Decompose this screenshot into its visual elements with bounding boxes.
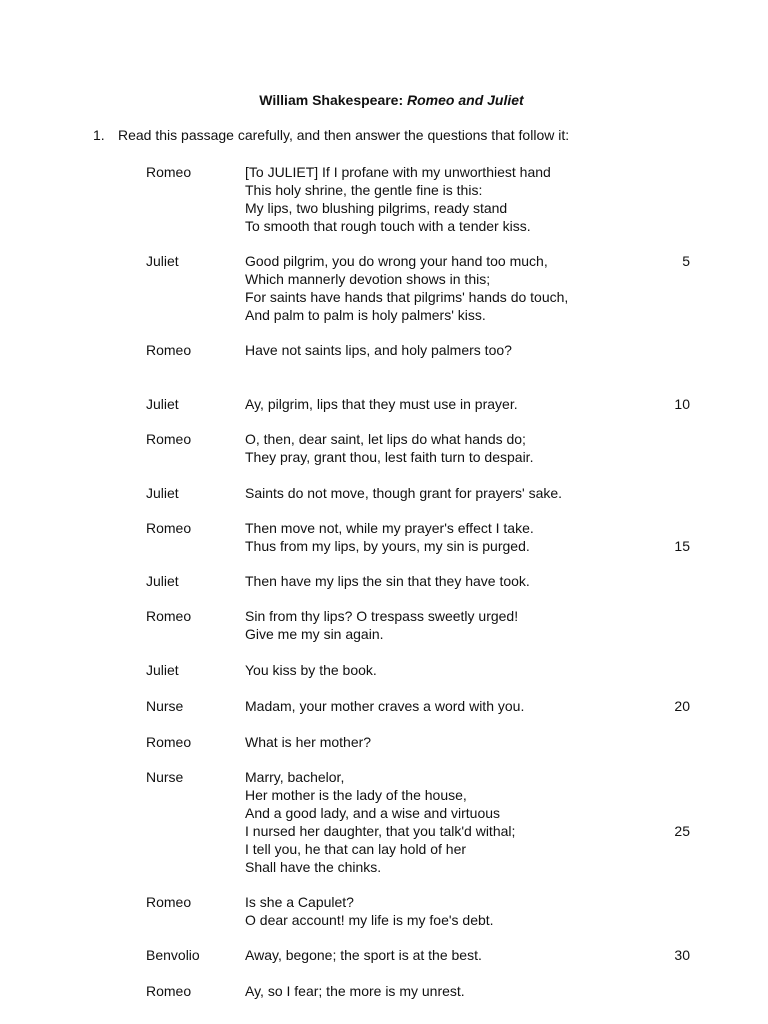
verse-line: My lips, two blushing pilgrims, ready stand — [245, 200, 508, 216]
verse-line: Which mannerly devotion shows in this; — [245, 271, 491, 287]
speaker-name: Romeo — [146, 983, 192, 999]
speaker-name: Romeo — [146, 734, 192, 750]
verse-line: Ay, pilgrim, lips that they must use in prayer. — [245, 396, 518, 412]
verse-line: For saints have hands that pilgrims' hands do touch, — [245, 289, 569, 305]
speech-lines — [245, 252, 568, 324]
speech-lines — [245, 661, 377, 679]
verse-line: This holy shrine, the gentle fine is this: — [245, 182, 483, 198]
verse-line: Away, begone; the sport is at the best. — [245, 947, 482, 963]
speaker-name: Romeo — [146, 431, 192, 447]
verse-line: [To JULIET] If I profane with my unworthiest hand — [245, 164, 551, 180]
speaker-name: Juliet — [146, 396, 179, 412]
verse-line: Her mother is the lady of the house, — [245, 787, 467, 803]
verse-line: And palm to palm is holy palmers' kiss. — [245, 307, 486, 323]
verse-line: O, then, dear saint, let lips do what hands do; — [245, 431, 526, 447]
question-text: Read this passage carefully, and then answer the questions that follow it: — [118, 127, 570, 143]
verse-line: Then have my lips the sin that they have took. — [245, 573, 530, 589]
line-number: 25 — [674, 823, 690, 839]
speaker-name: Juliet — [146, 485, 179, 501]
speech-lines — [245, 430, 533, 466]
verse-line: Madam, your mother craves a word with you. — [245, 698, 525, 714]
title-author: William Shakespeare: — [259, 92, 404, 108]
speech-lines — [245, 768, 515, 876]
verse-line: O dear account! my life is my foe's debt. — [245, 912, 494, 928]
verse-line: I nursed her daughter, that you talk'd withal; — [245, 823, 516, 839]
speaker-name: Romeo — [146, 164, 192, 180]
speaker-name: Romeo — [146, 894, 192, 910]
speech-lines — [245, 697, 524, 715]
verse-line: Shall have the chinks. — [245, 859, 382, 875]
speaker-name: Nurse — [146, 698, 184, 714]
speaker-name: Juliet — [146, 662, 179, 678]
verse-line: I tell you, he that can lay hold of her — [245, 841, 467, 857]
speaker-name: Nurse — [146, 769, 184, 785]
verse-line: Ay, so I fear; the more is my unrest. — [245, 983, 465, 999]
verse-line: Give me my sin again. — [245, 626, 384, 642]
line-number: 20 — [674, 698, 690, 714]
verse-line: And a good lady, and a wise and virtuous — [245, 805, 501, 821]
speech-lines — [245, 607, 518, 643]
verse-line: You kiss by the book. — [245, 662, 377, 678]
line-number: 5 — [682, 253, 690, 269]
speech-lines — [245, 163, 551, 235]
verse-line: They pray, grant thou, lest faith turn to despair. — [245, 449, 534, 465]
verse-line: Saints do not move, though grant for prayers' sake. — [245, 485, 563, 501]
verse-line: Thus from my lips, by yours, my sin is purged. — [245, 538, 530, 554]
speech-lines — [245, 733, 371, 751]
question-number: 1. — [93, 127, 105, 143]
speaker-name: Romeo — [146, 520, 192, 536]
speaker-name: Romeo — [146, 342, 192, 358]
question-prompt — [93, 126, 569, 144]
title-work: Romeo and Juliet — [407, 92, 524, 108]
line-number: 10 — [674, 396, 690, 412]
line-number: 15 — [674, 538, 690, 554]
verse-line: Marry, bachelor, — [245, 769, 345, 785]
speaker-name: Romeo — [146, 608, 192, 624]
verse-line: What is her mother? — [245, 734, 372, 750]
verse-line: Is she a Capulet? — [245, 894, 354, 910]
speech-lines — [245, 946, 482, 964]
verse-line: Sin from thy lips? O trespass sweetly urged! — [245, 608, 519, 624]
verse-line: Then move not, while my prayer's effect I take. — [245, 520, 534, 536]
speech-lines — [245, 395, 518, 413]
speech-lines — [245, 341, 512, 359]
speaker-name: Juliet — [146, 253, 179, 269]
speech-lines — [245, 484, 562, 502]
speaker-name: Benvolio — [146, 947, 200, 963]
speech-lines — [245, 893, 494, 929]
page-title — [0, 91, 768, 109]
verse-line: To smooth that rough touch with a tender kiss. — [245, 218, 531, 234]
speech-lines — [245, 982, 465, 1000]
verse-line: Good pilgrim, you do wrong your hand too much, — [245, 253, 548, 269]
speaker-name: Juliet — [146, 573, 179, 589]
speech-lines — [245, 519, 534, 555]
verse-line: Have not saints lips, and holy palmers too? — [245, 342, 512, 358]
speech-lines — [245, 572, 530, 590]
line-number: 30 — [674, 947, 690, 963]
